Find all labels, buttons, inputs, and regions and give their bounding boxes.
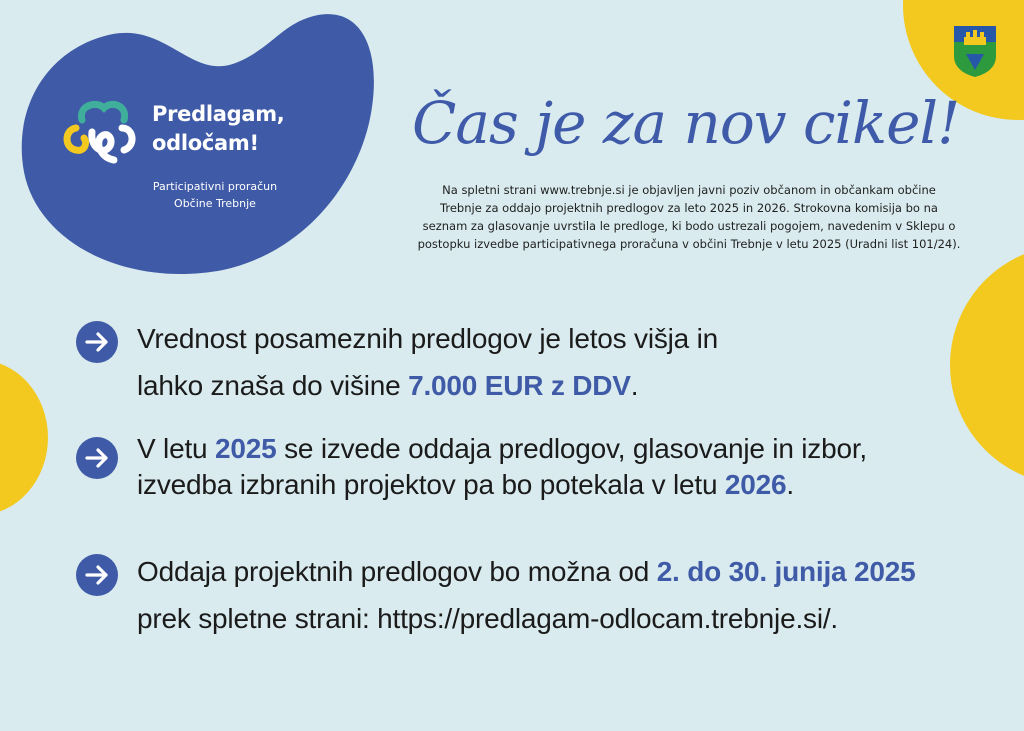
intro-paragraph	[388, 181, 990, 253]
bullet-text-part: Oddaja projektnih predlogov bo možna od	[137, 556, 657, 587]
bullet-line	[137, 431, 867, 467]
bullet-text-part: lahko znaša do višine	[137, 370, 409, 401]
municipal-crest-icon	[952, 24, 998, 78]
bullet-text-part: izvedba izbranih projektov pa bo potekala v letu	[137, 469, 725, 500]
logo-title	[152, 100, 284, 158]
arrow-right-icon	[76, 321, 118, 363]
bullet-text-part: se izvede oddaja predlogov, glasovanje in izbor,	[276, 433, 868, 464]
bullet-text	[137, 548, 916, 642]
bullet-line	[137, 548, 916, 595]
bullet-text	[137, 315, 718, 409]
highlight-year: 2026	[724, 469, 787, 500]
intro-line: Na spletni strani www.trebnje.si je objavljen javni poziv občanom in občankam občine	[442, 183, 936, 197]
bullet-line: Vrednost posameznih predlogov je letos višja in	[137, 323, 719, 354]
headline: Čas je za nov cikel!	[412, 89, 960, 157]
logo-subtitle-line2: Občine Trebnje	[174, 197, 256, 210]
decor-circle-left	[0, 360, 48, 515]
highlight-amount: 7.000 EUR z DDV	[408, 370, 631, 401]
logo-title-line2: odločam!	[152, 131, 259, 155]
bullet-text-part: .	[786, 469, 795, 500]
highlight-dates: 2. do 30. junija 2025	[656, 556, 916, 587]
highlight-year: 2025	[214, 433, 277, 464]
intro-line: Trebnje za oddajo projektnih predlogov za leto 2025 in 2026. Strokovna komisija bo na	[440, 201, 938, 215]
logo-title-line1: Predlagam,	[152, 102, 285, 126]
decor-circle-right	[950, 245, 1024, 485]
bullet-line	[137, 362, 718, 409]
bullet-text-part: V letu	[137, 433, 215, 464]
bullet-text	[137, 431, 867, 503]
arrow-right-icon	[76, 554, 118, 596]
logo-mark-icon	[62, 98, 138, 170]
intro-line: seznam za glasovanje uvrstila le predloge, ki bodo ustrezali pogojem, navedenim v Sklepu o	[422, 219, 956, 233]
bullet-line	[137, 467, 867, 503]
bullet-text-part: .	[630, 370, 639, 401]
logo-subtitle-line1: Participativni proračun	[152, 180, 278, 193]
arrow-right-icon	[76, 437, 118, 479]
bullet-line: prek spletne strani: https://predlagam-odlocam.trebnje.si/.	[137, 603, 838, 634]
logo-subtitle	[140, 178, 290, 212]
intro-line: postopku izvedbe participativnega proračuna v občini Trebnje v letu 2025 (Uradni list 101/24).	[417, 237, 961, 251]
